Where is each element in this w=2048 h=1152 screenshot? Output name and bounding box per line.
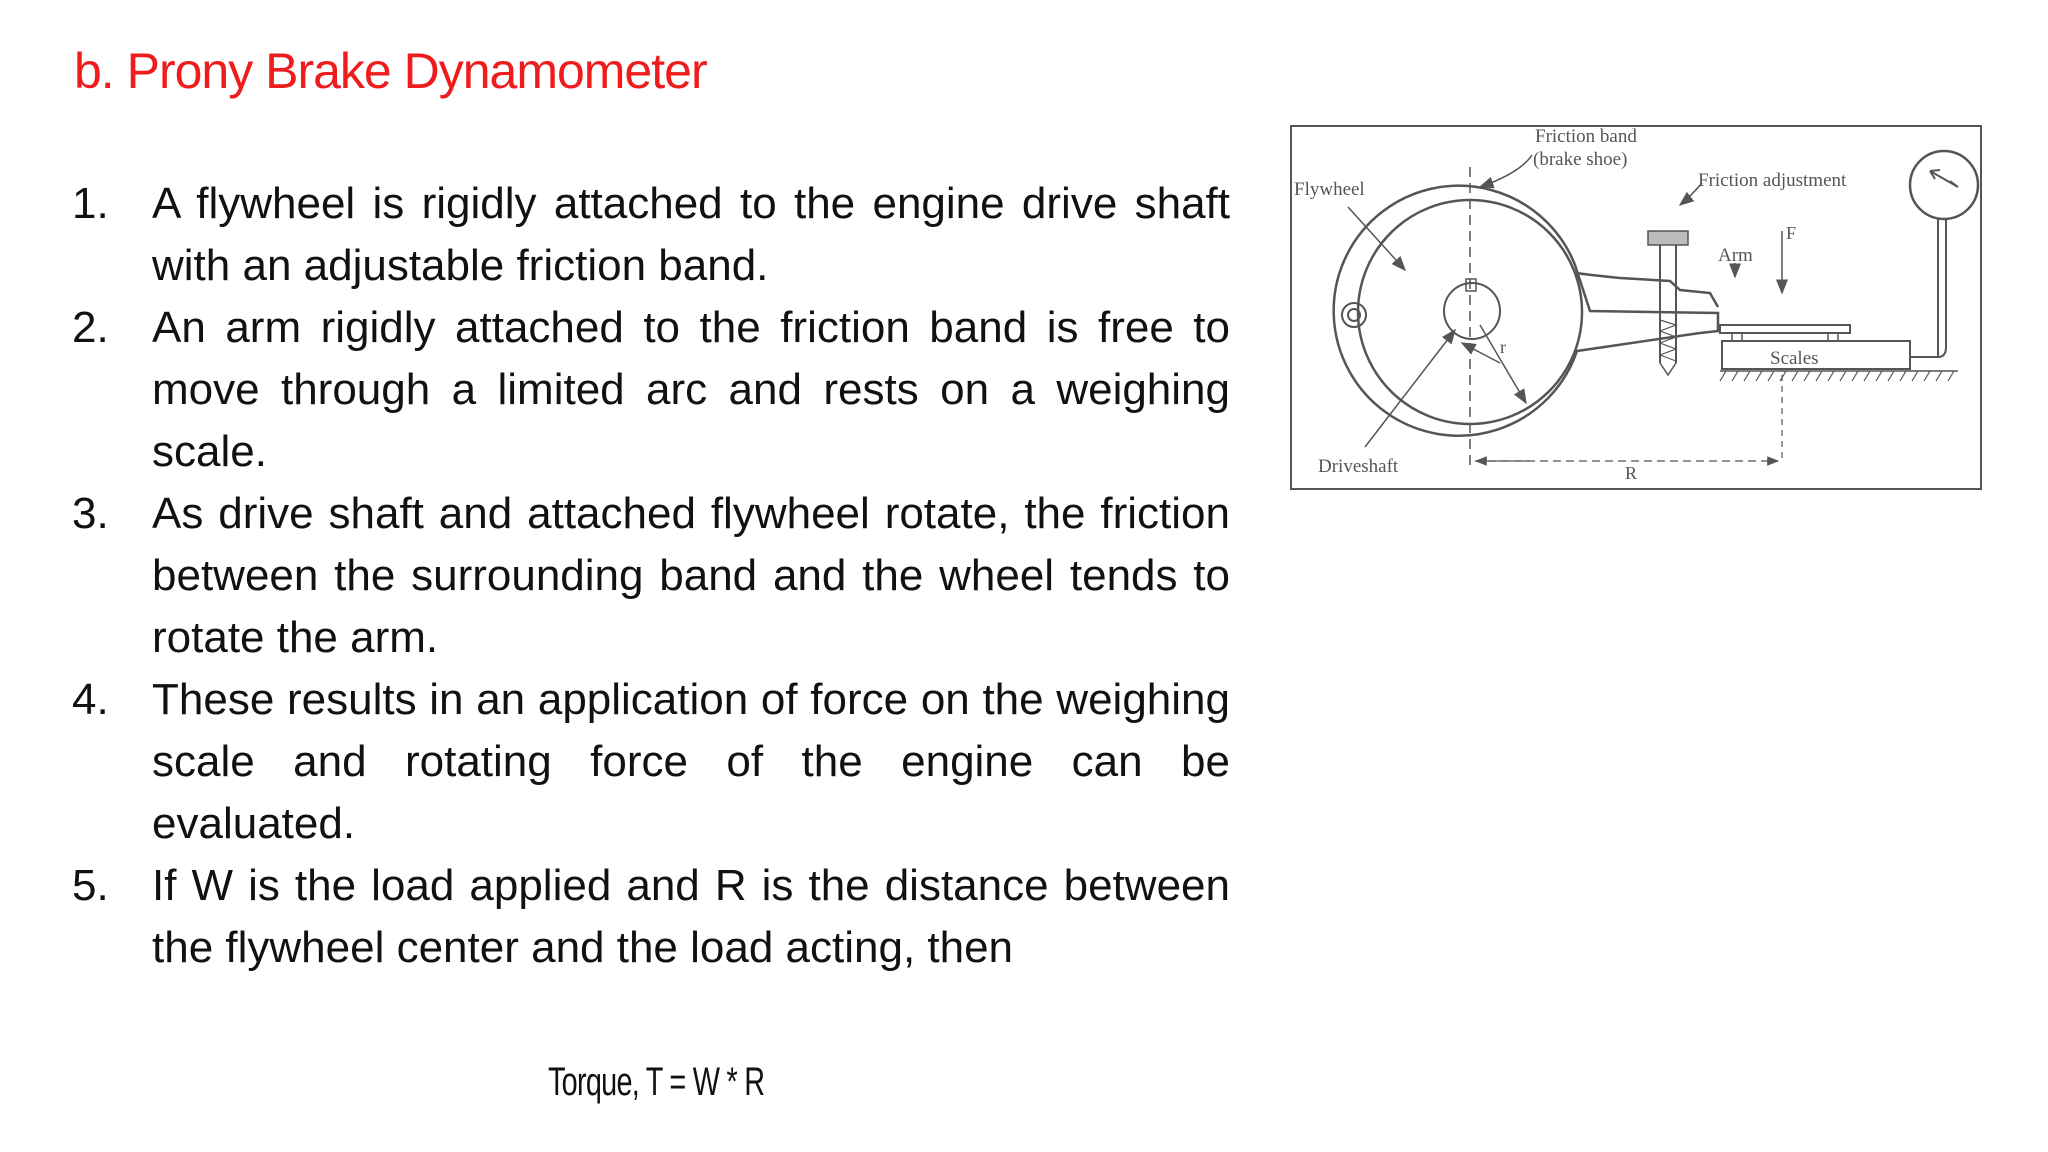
adjustment-block [1648, 231, 1688, 245]
torque-formula: Torque, T = W * R [548, 1060, 765, 1104]
list-item-number: 3. [72, 489, 109, 538]
label-brake-shoe: (brake shoe) [1533, 149, 1628, 170]
diagram-frame [1291, 126, 1981, 489]
slide-title: b. Prony Brake Dynamometer [74, 43, 707, 99]
scale-dial [1910, 151, 1978, 219]
list-item-text: A flywheel is rigidly attached to the engine drive shaft with an adjustable friction band. [152, 179, 1230, 290]
label-friction-band: Friction band [1535, 126, 1637, 147]
label-driveshaft: Driveshaft [1318, 456, 1399, 477]
list-item-text: If W is the load applied and R is the distance between the flywheel center and the load acting, then [152, 861, 1230, 972]
list-item-number: 4. [72, 675, 109, 724]
list-item [72, 173, 1230, 297]
label-arm: Arm [1718, 245, 1753, 266]
list-item-number: 1. [72, 179, 109, 228]
list-item-number: 5. [72, 861, 109, 910]
list-item [72, 855, 1230, 979]
label-radius: r [1500, 337, 1506, 357]
bullet-list [72, 173, 1230, 979]
list-item-text: These results in an application of force on the weighing scale and rotating force of the engine can be evaluated. [152, 675, 1230, 848]
list-item [72, 297, 1230, 483]
prony-brake-diagram [1290, 125, 1982, 490]
label-scales: Scales [1770, 348, 1819, 369]
list-item [72, 669, 1230, 855]
list-item-text: An arm rigidly attached to the friction band is free to move through a limited arc and rests on a weighing scale. [152, 303, 1230, 476]
list-item-text: As drive shaft and attached flywheel rotate, the friction between the surrounding band and the wheel tends to rotate the arm. [152, 489, 1230, 662]
label-distance: R [1625, 463, 1638, 483]
label-friction-adjustment: Friction adjustment [1698, 170, 1847, 191]
list-item-number: 2. [72, 303, 109, 352]
label-force: F [1786, 223, 1797, 243]
diagram-svg [1290, 125, 1982, 490]
label-flywheel: Flywheel [1294, 179, 1365, 200]
list-item [72, 483, 1230, 669]
